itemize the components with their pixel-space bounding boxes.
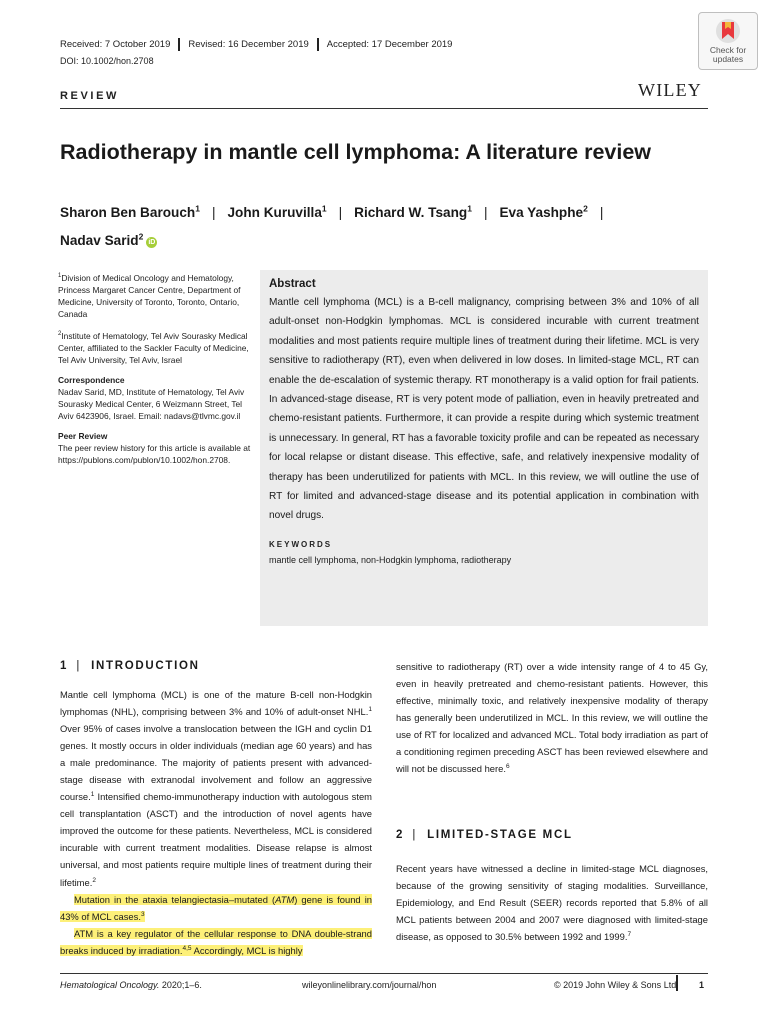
body-column-left <box>60 686 372 959</box>
abstract-text: Mantle cell lymphoma (MCL) is a B-cell malignancy, comprising between 3% and 10% of all adult-onset non-Hodgkin lymphomas. MCL is considered incurable with current treatment modalities and most patients require multiple lines of treatment during their lifetime. MCL is very sensitive to radiotherapy (RT), even when delivered in low doses. In limited-stage MCL, RT can enable the de-escalation of systemic therapy. RT monotherapy is a valid option for frail patients. In advanced-stage disease, RT is very potent mode of palliation, even in heavily pretreated and chemo-resistant patients. Furthermore, it can provide a respite during which systemic treatment is unnecessary. In general, RT has a favorable toxicity profile and can be repeated as necessary for local relapse or distant disease. This effective, safe, and relatively inexpensive modality of therapy has been underutilized for patients with MCL. In this review, we will outline the use of RT for limited and advanced-stage disease and its potential application in combination with novel drugs. <box>269 297 699 522</box>
author[interactable]: John Kuruvilla$^1$ <box>227 203 327 220</box>
page-number: 1 <box>699 980 705 990</box>
footer-journal: Hematological Oncology. 2020;1–6. <box>60 980 202 990</box>
citation[interactable]: 6 <box>505 763 510 771</box>
article-dates <box>60 38 452 51</box>
orcid-icon[interactable]: iD <box>148 239 156 247</box>
footer-divider <box>676 975 678 991</box>
article-title: Radiotherapy in mantle cell lymphoma: A literature review <box>60 140 652 164</box>
check-for-updates-label: Check for updates <box>709 45 747 64</box>
received-date: Received: 7 October 2019 <box>60 39 171 50</box>
author[interactable]: Eva Yashphe$^2$ <box>499 203 588 220</box>
section-heading-introduction: 1 | INTRODUCTION <box>60 660 200 672</box>
article-sidebar <box>58 270 258 474</box>
keywords: mantle cell lymphoma, non-Hodgkin lymphoma, radiotherapy <box>269 554 512 565</box>
abstract-box <box>260 270 708 626</box>
abstract-title: Abstract <box>269 278 316 290</box>
date-divider <box>317 38 319 51</box>
affiliation-2: $^2$Institute of Hematology, Tel Aviv Sourasky Medical Center, affiliated to the Sackler Faculty of Medicine, Tel Aviv University, Tel Aviv, Israel <box>58 330 249 365</box>
paragraph: Mantle cell lymphoma (MCL) is one of the mature B-cell non-Hodgkin lymphomas (NHL), comprising between 3% and 10% of adult-onset NHL.$^1$ Over 95% of cases involve a translocation between the IGH and cyclin D1 genes. It mostly occurs in older individuals (median age 60 years) and has a male predominance. The majority of patients present with advanced-stage disease with extranodal involvement and follow an aggressive course.$^1$ Intensified chemo-immunotherapy induction with autologous stem cell transplantation (ASCT) and the introduction of novel agents have improved the outcome for these patients. Nevertheless, MCL is considered incurable with current treatment modalities. Disease relapse is almost universal, and most patients require multiple lines of treatment during their lifetime.$^2$ <box>60 689 372 888</box>
footer-copyright: © 2019 John Wiley & Sons Ltd <box>554 980 677 990</box>
citation[interactable]: 3 <box>140 910 145 918</box>
paragraph: sensitive to radiotherapy (RT) over a wide intensity range of 4 to 45 Gy, even in heavily pretreated and chemo-resistant patients. However, this effective, minimally toxic, and relatively inexpensive modality of therapy has generally been underutilized in MCL. In this review, we will outline the use of RT for localized and advanced MCL. Total body irradiation as part of a conditioning regimen preceding ASCT has been reviewed elsewhere and will not be discussed here.$^6$ <box>396 661 708 775</box>
bookmark-ribbon-icon <box>713 17 743 45</box>
footer-rule <box>60 973 708 974</box>
header-rule <box>60 108 708 109</box>
peer-review: Peer Review The peer review history for this article is available at https://publons.com/publon/10.1002/hon.2708. <box>58 430 251 465</box>
paragraph: Recent years have witnessed a decline in limited-stage MCL diagnoses, because of the growing sensitivity of staging modalities. Surveillance, Epidemiology, and End Result (SEER) records reported that 5.8% of all MCL patients between 2004 and 2007 were diagnosed with limited-stage disease, as opposed to 30.5% between 1992 and 1999.$^7$ <box>396 863 708 943</box>
author[interactable]: Nadav Sarid$^2$ <box>60 231 144 249</box>
body-column-right <box>396 658 708 777</box>
accepted-date: Accepted: 17 December 2019 <box>326 39 453 50</box>
citation[interactable]: 7 <box>627 931 632 939</box>
author[interactable]: Richard W. Tsang$^1$ <box>354 203 472 220</box>
check-for-updates-button[interactable] <box>698 12 758 70</box>
doi[interactable]: DOI: 10.1002/hon.2708 <box>60 56 154 66</box>
revised-date: Revised: 16 December 2019 <box>188 39 309 50</box>
citation[interactable]: 2 <box>92 876 96 884</box>
citation[interactable]: 1 <box>90 791 95 799</box>
author-list: Sharon Ben Barouch$^1$ | John Kuruvilla$^1$ | Richard W. Tsang$^1$ | Eva Yashphe$^2$ | Nadav Sarid$^2$iD <box>60 203 604 249</box>
highlighted-paragraph: Mutation in the ataxia telangiectasia–mutated (ATM) gene is found in 43% of MCL cases.$^3$ <box>60 893 372 922</box>
footer-website-link[interactable]: wileyonlinelibrary.com/journal/hon <box>302 980 437 990</box>
keywords-title: KEYWORDS <box>269 539 333 549</box>
article-type: REVIEW <box>60 90 119 102</box>
correspondence: Correspondence Nadav Sarid, MD, Institute of Hematology, Tel Aviv Sourasky Medical Center, 6 Weizmann Street, Tel Aviv 6423906, Israel. Email: nadavs@tlvmc.gov.il <box>58 374 245 421</box>
highlighted-paragraph: ATM is a key regulator of the cellular response to DNA double-strand breaks induced by irradiation.$^{4,5}$ Accordingly, MCL is highly <box>60 927 372 956</box>
affiliation-1: $^1$Division of Medical Oncology and Hematology, Princess Margaret Cancer Centre, Department of Medicine, University of Toronto, Toronto, Ontario, Canada <box>58 272 241 319</box>
publisher-logo: WILEY <box>638 80 702 100</box>
date-divider <box>178 38 180 51</box>
citation[interactable]: 4,5 <box>182 944 192 952</box>
section-heading-limited-stage: 2 | LIMITED-STAGE MCL <box>396 829 573 841</box>
author[interactable]: Sharon Ben Barouch$^1$ <box>60 203 200 220</box>
body-column-right-section2 <box>396 860 708 945</box>
citation[interactable]: 1 <box>368 705 372 713</box>
